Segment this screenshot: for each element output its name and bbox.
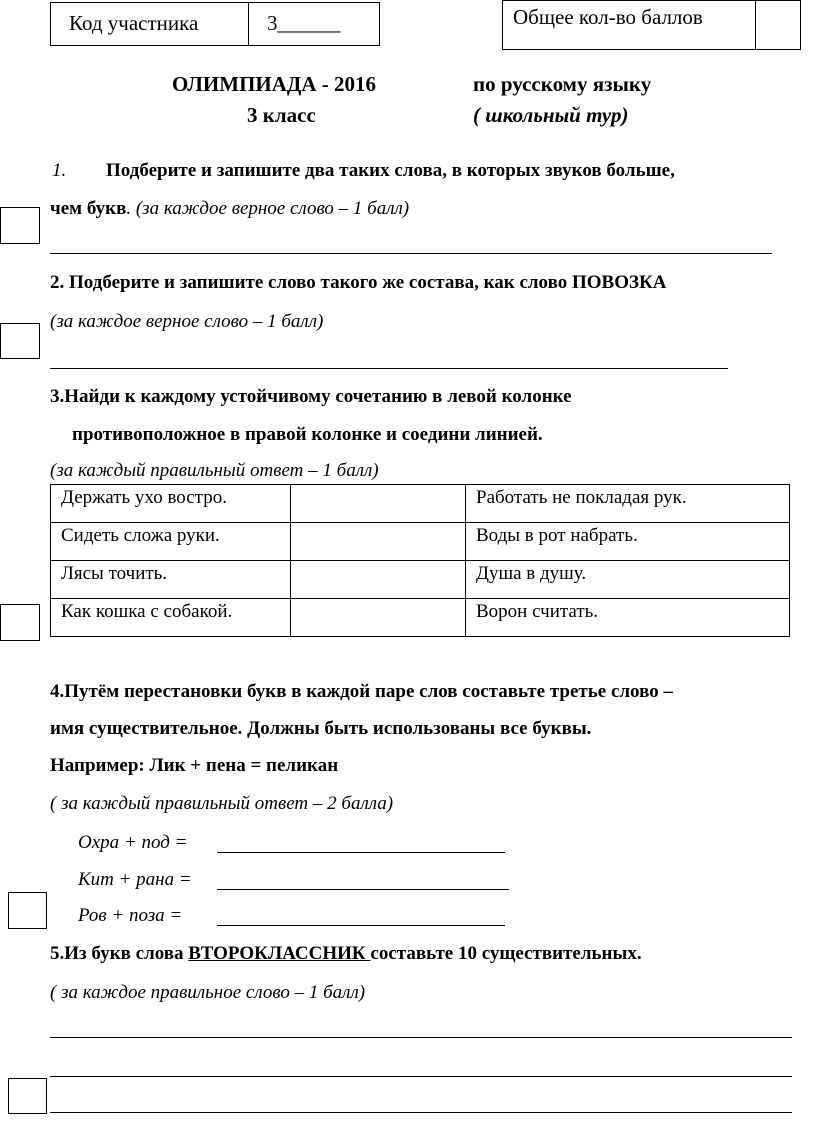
task4-answer-line[interactable] bbox=[217, 889, 509, 890]
total-score-cell[interactable] bbox=[755, 1, 800, 49]
table-row bbox=[51, 599, 790, 637]
connect-area[interactable] bbox=[291, 561, 466, 599]
task2-score-box[interactable] bbox=[0, 323, 40, 359]
connect-area[interactable] bbox=[291, 599, 466, 637]
phrase-right: Работать не покладая рук. bbox=[466, 485, 790, 523]
task4-note: ( за каждый правильный ответ – 2 балла) bbox=[50, 793, 394, 814]
task4-score-box[interactable] bbox=[8, 892, 47, 929]
task5-prefix: 5.Из букв слова bbox=[50, 943, 189, 964]
task5-text bbox=[50, 943, 642, 965]
phrase-left: Сидеть сложа руки. bbox=[51, 523, 291, 561]
phrase-left: Держать ухо востро. bbox=[51, 485, 291, 523]
task4-item: Охра + под = bbox=[78, 832, 188, 853]
task3-score-box[interactable] bbox=[0, 604, 40, 641]
task5-answer-line[interactable] bbox=[50, 1037, 792, 1038]
task2-text: 2. Подберите и запишите слово такого же состава, как слово ПОВОЗКА bbox=[50, 272, 667, 293]
connect-area[interactable] bbox=[291, 523, 466, 561]
total-score-label: Общее кол-во баллов bbox=[513, 5, 703, 29]
phrase-right: Воды в рот набрать. bbox=[466, 523, 790, 561]
task1-note: . (за каждое верное слово – 1 балл) bbox=[126, 198, 410, 219]
task1-score-box[interactable] bbox=[0, 207, 40, 244]
phrase-left: Лясы точить. bbox=[51, 561, 291, 599]
task1-line2 bbox=[50, 198, 409, 220]
task3-text: 3.Найди к каждому устойчивому сочетанию в левой колонке bbox=[50, 386, 572, 407]
task5-keyword: ВТОРОКЛАССНИК bbox=[188, 943, 371, 964]
task2-note: (за каждое верное слово – 1 балл) bbox=[50, 311, 324, 332]
total-score-box bbox=[502, 0, 801, 50]
task5-score-box[interactable] bbox=[8, 1078, 47, 1114]
title-subject: по русскому языку bbox=[473, 72, 652, 96]
title-grade: 3 класс bbox=[247, 103, 316, 127]
title-olympiad: ОЛИМПИАДА - 2016 bbox=[172, 72, 377, 96]
task4-item: Кит + рана = bbox=[78, 869, 192, 890]
task4-answer-line[interactable] bbox=[217, 852, 505, 853]
task5-note: ( за каждое правильное слово – 1 балл) bbox=[50, 982, 366, 1003]
task3-text-cont: противоположное в правой колонке и соедини линией. bbox=[72, 424, 543, 445]
task4-text-cont: имя существительное. Должны быть использованы все буквы. bbox=[50, 718, 592, 739]
connect-area[interactable] bbox=[291, 485, 466, 523]
phrase-right: Душа в душу. bbox=[466, 561, 790, 599]
task2-answer-line[interactable] bbox=[50, 368, 728, 369]
participant-code-value[interactable]: 3______ bbox=[267, 11, 341, 35]
task5-answer-line[interactable] bbox=[50, 1076, 792, 1077]
table-row bbox=[51, 561, 790, 599]
task4-text: 4.Путём перестановки букв в каждой паре слов составьте третье слово – bbox=[50, 681, 673, 702]
task5-suffix: составьте 10 существительных. bbox=[370, 943, 642, 964]
task4-example: Например: Лик + пена = пеликан bbox=[50, 755, 339, 776]
task4-answer-line[interactable] bbox=[217, 925, 505, 926]
matching-table bbox=[50, 484, 790, 637]
participant-code-label: Код участника bbox=[51, 3, 249, 45]
phrase-right: Ворон считать. bbox=[466, 599, 790, 637]
task1-text-cont: чем букв bbox=[50, 198, 127, 219]
task1-number: 1. bbox=[52, 160, 67, 181]
task4-item: Ров + поза = bbox=[78, 905, 183, 926]
task5-answer-line[interactable] bbox=[50, 1112, 792, 1113]
table-row bbox=[51, 485, 790, 523]
task3-note: (за каждый правильный ответ – 1 балл) bbox=[50, 460, 379, 481]
title-round: ( школьный тур) bbox=[473, 103, 629, 127]
phrase-left: Как кошка с собакой. bbox=[51, 599, 291, 637]
task1-text: Подберите и запишите два таких слова, в которых звуков больше, bbox=[106, 160, 675, 181]
table-row bbox=[51, 523, 790, 561]
participant-code-box bbox=[50, 2, 380, 46]
task1-answer-line[interactable] bbox=[50, 253, 772, 254]
